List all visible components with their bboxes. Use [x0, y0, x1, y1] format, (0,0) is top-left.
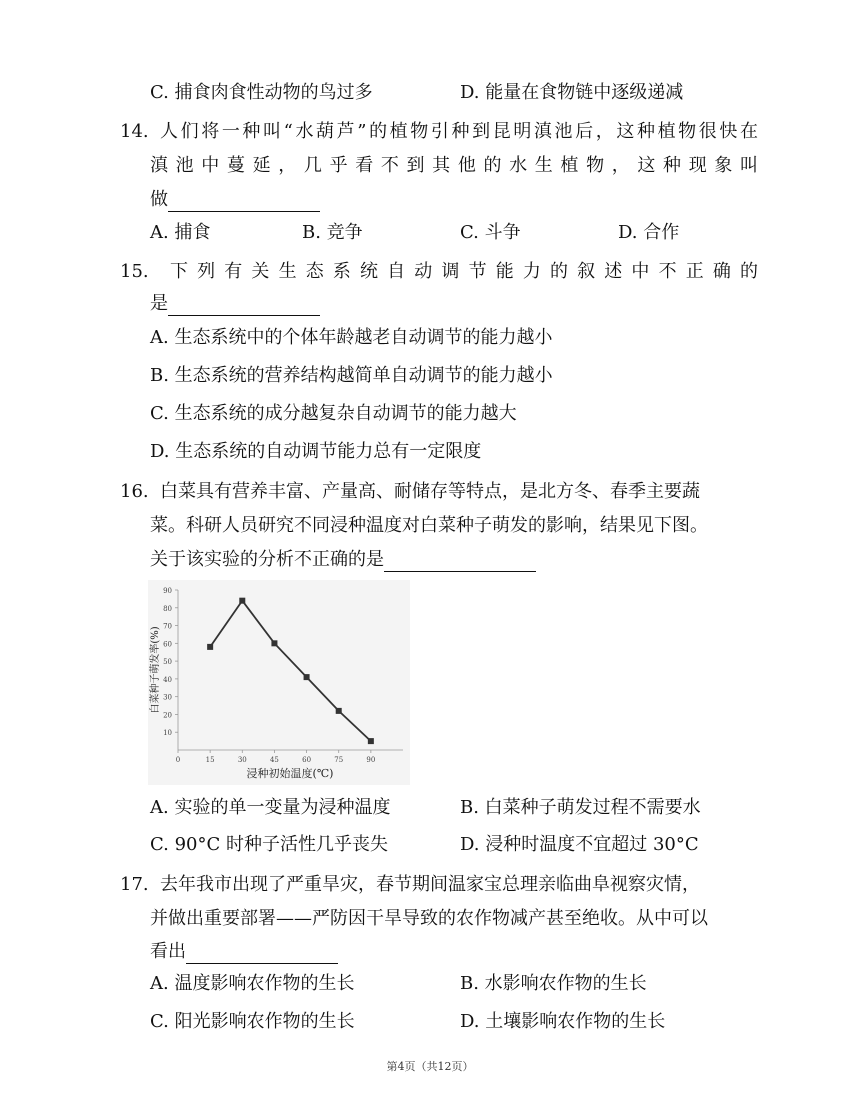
y-tick-label: 10: [163, 729, 172, 738]
q13-option-c: C. 捕食肉食性动物的鸟过多: [150, 82, 373, 103]
q17-text-line3: [150, 940, 338, 964]
q15-text-line2: [150, 292, 320, 316]
y-tick-label: 60: [163, 640, 172, 649]
data-point: [207, 644, 213, 650]
q16-option-a: A. 实验的单一变量为浸种温度: [150, 797, 391, 818]
x-tick-label: 0: [175, 756, 181, 764]
data-point: [336, 708, 342, 714]
q16-option-b: B. 白菜种子萌发过程不需要水: [460, 797, 701, 818]
q14-option-a: A. 捕食: [150, 222, 211, 243]
q16-option-c: C. 90°C 时种子活性几乎丧失: [150, 834, 388, 855]
q14-text-line1: 人们将一种叫“水葫芦”的植物引种到昆明滇池后，这种植物很快在: [160, 121, 758, 142]
q15-number: 15.: [120, 261, 149, 282]
data-point: [368, 738, 374, 744]
x-tick-label: 15: [205, 756, 215, 764]
q17-text-line1: 去年我市出现了严重旱灾，春节期间温家宝总理亲临曲阜视察灾情，: [160, 874, 700, 895]
x-tick-label: 60: [302, 756, 312, 764]
y-tick-label: 20: [163, 711, 172, 720]
q17-option-a: A. 温度影响农作物的生长: [150, 973, 355, 994]
q15-text-line2-label: 是: [150, 293, 168, 314]
q16-text-line3: [150, 548, 536, 572]
germination-chart: [148, 580, 410, 785]
q16-text-line2: 菜。科研人员研究不同浸种温度对白菜种子萌发的影响，结果见下图。: [150, 515, 708, 536]
q16-option-d: D. 浸种时温度不宜超过 30°C: [460, 834, 699, 855]
y-tick-label: 90: [163, 587, 172, 595]
q15-option-c: C. 生态系统的成分越复杂自动调节的能力越大: [150, 403, 517, 424]
data-point: [271, 640, 277, 646]
q14-option-b: B. 竞争: [302, 222, 363, 243]
y-tick-label: 70: [163, 622, 172, 631]
chart-background: [148, 580, 410, 785]
y-tick-label: 80: [163, 604, 172, 613]
q15-answer-blank[interactable]: [168, 295, 320, 316]
x-tick-label: 45: [269, 756, 279, 764]
data-point: [304, 674, 310, 680]
q17-option-d: D. 土壤影响农作物的生长: [460, 1011, 666, 1032]
x-tick-label: 75: [334, 756, 344, 764]
q13-option-d: D. 能量在食物链中逐级递减: [460, 82, 684, 103]
q17-answer-blank[interactable]: [186, 943, 338, 964]
q17-number: 17.: [120, 874, 149, 895]
y-axis-label: 白菜种子萌发率(%): [150, 626, 161, 714]
x-tick-label: 30: [237, 756, 247, 764]
q15-text-line1: 下列有关生态系统自动调节能力的叙述中不正确的: [170, 261, 758, 282]
data-point: [239, 598, 245, 604]
q14-number: 14.: [120, 121, 149, 142]
q17-option-b: B. 水影响农作物的生长: [460, 973, 647, 994]
q15-option-d: D. 生态系统的自动调节能力总有一定限度: [150, 441, 482, 462]
q16-text-line3-label: 关于该实验的分析不正确的是: [150, 549, 384, 570]
q15-option-b: B. 生态系统的营养结构越简单自动调节的能力越小: [150, 365, 553, 386]
q17-option-c: C. 阳光影响农作物的生长: [150, 1011, 355, 1032]
page-footer: 第4页（共12页）: [386, 1060, 474, 1073]
q15-option-a: A. 生态系统中的个体年龄越老自动调节的能力越小: [150, 327, 553, 348]
q14-option-c: C. 斗争: [460, 222, 521, 243]
q14-text-line3: [150, 188, 320, 212]
q17-text-line3-label: 看出: [150, 941, 186, 962]
q16-number: 16.: [120, 481, 149, 502]
q16-text-line1: 白菜具有营养丰富、产量高、耐储存等特点，是北方冬、春季主要蔬: [160, 481, 700, 502]
q14-text-line2: 滇池中蔓延，几乎看不到其他的水生植物，这种现象叫: [150, 155, 758, 176]
q16-answer-blank[interactable]: [384, 551, 536, 572]
q14-answer-blank[interactable]: [168, 191, 320, 212]
q14-text-line3-label: 做: [150, 189, 168, 210]
x-tick-label: 90: [366, 756, 376, 764]
q17-text-line2: 并做出重要部署——严防因干旱导致的农作物减产甚至绝收。从中可以: [150, 908, 708, 929]
x-axis-label: 浸种初始温度(℃): [246, 767, 334, 780]
y-tick-label: 50: [163, 658, 172, 667]
q14-option-d: D. 合作: [618, 222, 680, 243]
y-tick-label: 40: [163, 675, 172, 684]
y-tick-label: 30: [163, 693, 172, 702]
